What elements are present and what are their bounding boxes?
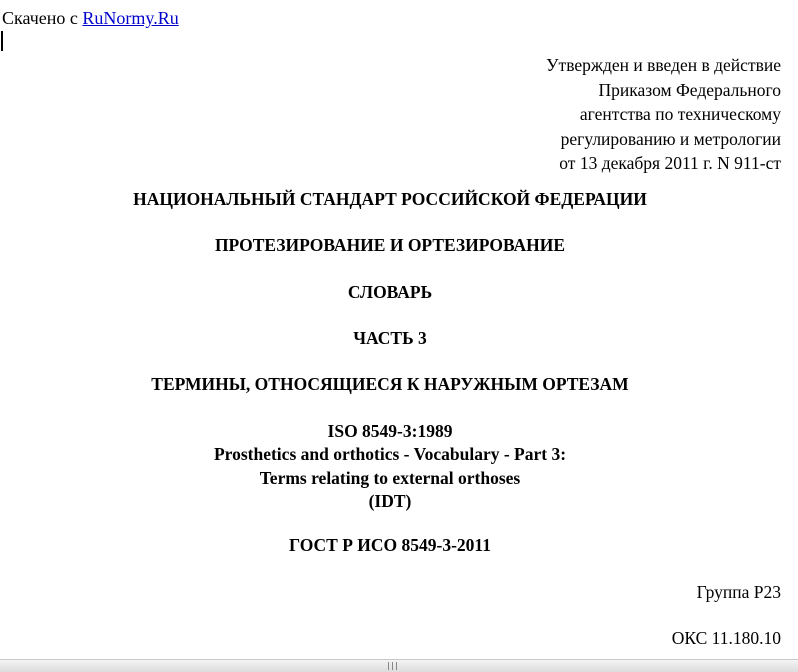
approval-line-4: регулированию и метрологии — [560, 128, 781, 149]
group-code: Группа Р23 — [696, 582, 781, 602]
scrollbar-grip-icon[interactable] — [388, 662, 398, 670]
approval-line-3: агентства по техническому — [579, 104, 781, 124]
runormy-link[interactable]: RuNormy.Ru — [82, 8, 179, 28]
approval-line-2: Приказом Федерального — [598, 79, 781, 100]
approval-line-5: от 13 декабря 2011 г. N 911-ст — [559, 153, 781, 173]
part-heading: ЧАСТЬ 3 — [353, 328, 427, 348]
horizontal-scrollbar[interactable] — [0, 659, 798, 672]
approval-block — [546, 53, 781, 176]
approval-line-1: Утвержден и введен в действие — [546, 55, 781, 75]
oks-code: ОКС 11.180.10 — [671, 628, 781, 648]
iso-title-line-2: Terms relating to external orthoses — [259, 467, 521, 488]
gost-designation: ГОСТ Р ИСО 8549-3-2011 — [289, 535, 491, 555]
source-line — [2, 8, 179, 28]
national-standard-heading: НАЦИОНАЛЬНЫЙ СТАНДАРТ РОССИЙСКОЙ ФЕДЕРАЦИИ — [133, 189, 647, 209]
text-cursor — [1, 31, 3, 51]
iso-equivalence: (IDT) — [368, 490, 412, 511]
iso-number: ISO 8549-3:1989 — [327, 421, 453, 441]
iso-title-line-1: Prosthetics and orthotics - Vocabulary - Part 3: — [213, 444, 567, 465]
iso-block — [0, 420, 780, 513]
dictionary-heading: СЛОВАРЬ — [347, 282, 433, 302]
subject-heading: ПРОТЕЗИРОВАНИЕ И ОРТЕЗИРОВАНИЕ — [214, 235, 566, 255]
source-prefix: Скачено с — [2, 8, 83, 28]
terms-heading: ТЕРМИНЫ, ОТНОСЯЩИЕСЯ К НАРУЖНЫМ ОРТЕЗАМ — [151, 374, 629, 394]
